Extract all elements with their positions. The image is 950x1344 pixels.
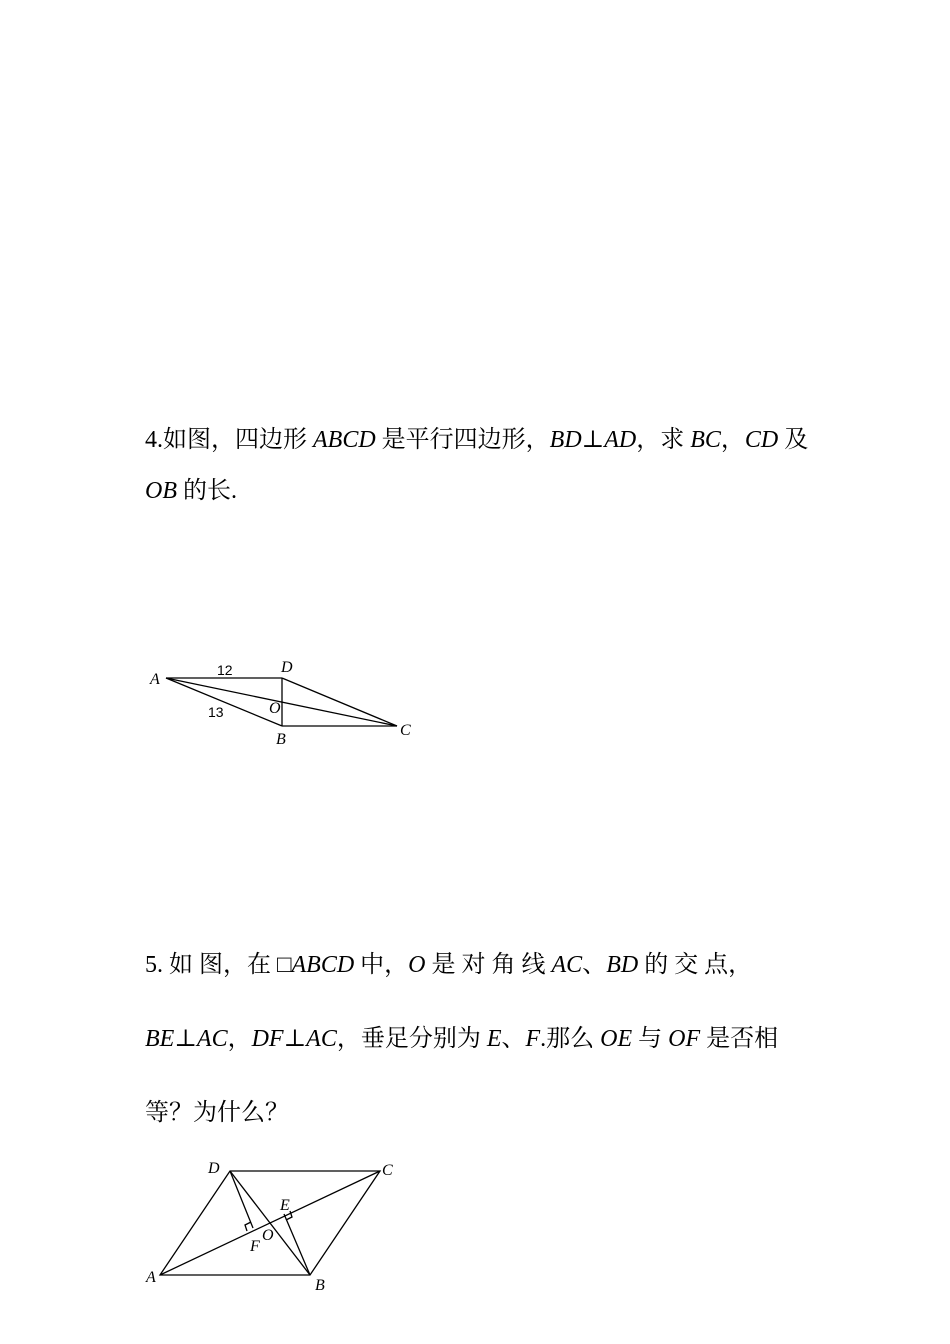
diagonal-BD — [230, 1171, 310, 1275]
q5-math: OE — [600, 1026, 633, 1052]
label-D: D — [208, 1160, 220, 1177]
label-C: C — [382, 1162, 393, 1179]
q5-text: ， — [227, 1026, 252, 1052]
segment-DC — [282, 678, 397, 726]
q5-math: F — [525, 1026, 541, 1052]
q5-text: ⊥ — [174, 1026, 197, 1052]
q4-math: BC — [690, 427, 721, 453]
label-D: D — [281, 659, 293, 676]
q4-math: ABCD — [313, 427, 376, 453]
q4-math: AD — [604, 427, 637, 453]
q4-text: ，求 — [636, 427, 691, 453]
q5-math: AC — [306, 1026, 337, 1052]
q5-text: 、 — [501, 1026, 526, 1052]
q5-text: 是 对 角 线 — [425, 952, 552, 978]
label-E: E — [280, 1197, 290, 1214]
q5-text: 等？为什么？ — [145, 1100, 289, 1126]
label-A: A — [150, 671, 160, 688]
q5-math: AC — [196, 1026, 228, 1052]
q5-math: BD — [606, 952, 639, 978]
q5-math: DF — [251, 1026, 284, 1052]
q5-line-1 — [145, 950, 752, 980]
segment-DF — [230, 1171, 253, 1228]
label-O: O — [269, 700, 281, 717]
q5-line-3 — [145, 1098, 289, 1128]
q4-text: ⊥ — [581, 427, 605, 453]
q5-math: E — [486, 1026, 502, 1052]
label-B: B — [315, 1277, 325, 1294]
segment-AB — [166, 678, 282, 726]
q4-text: ， — [720, 427, 745, 453]
q5-math: OF — [668, 1026, 701, 1052]
parallelogram-symbol: □ — [277, 952, 292, 978]
q5-math: O — [408, 952, 426, 978]
q4-text: 4.如图，四边形 — [145, 427, 313, 453]
q5-math: ABCD — [291, 952, 355, 978]
segment-BE — [284, 1214, 310, 1275]
label-A: A — [146, 1269, 156, 1286]
q5-text: 5. 如 图，在 — [145, 952, 277, 978]
q5-figure — [140, 1155, 410, 1295]
right-angle-mark-F — [245, 1222, 251, 1231]
q5-text: 中， — [354, 952, 409, 978]
q5-text: 与 — [632, 1026, 669, 1052]
label-B: B — [276, 731, 286, 748]
q5-text: 、 — [582, 952, 607, 978]
q5-line-2 — [145, 1024, 778, 1054]
label-C: C — [400, 722, 411, 739]
q4-line-2 — [145, 476, 237, 506]
q5-text: 是否相 — [700, 1026, 779, 1052]
q5-text: 的 交 点， — [638, 952, 753, 978]
q5-math: AC — [551, 952, 583, 978]
label-O: O — [262, 1227, 274, 1244]
q5-text: ，垂足分别为 — [336, 1026, 487, 1052]
q4-figure — [140, 650, 430, 750]
q5-text: ⊥ — [283, 1026, 307, 1052]
length-label-AD: 12 — [217, 662, 233, 678]
q5-math: BE — [145, 1026, 175, 1052]
q4-line-1 — [145, 425, 808, 455]
length-label-AB: 13 — [208, 704, 224, 720]
label-F: F — [250, 1238, 260, 1255]
q4-text: 是平行四边形， — [375, 427, 550, 453]
q4-math: OB — [145, 478, 177, 504]
q4-text: 的长. — [177, 478, 237, 504]
q4-math: CD — [744, 427, 779, 453]
q4-text: 及 — [778, 427, 809, 453]
q5-text: .那么 — [540, 1026, 601, 1052]
q4-math: BD — [549, 427, 582, 453]
